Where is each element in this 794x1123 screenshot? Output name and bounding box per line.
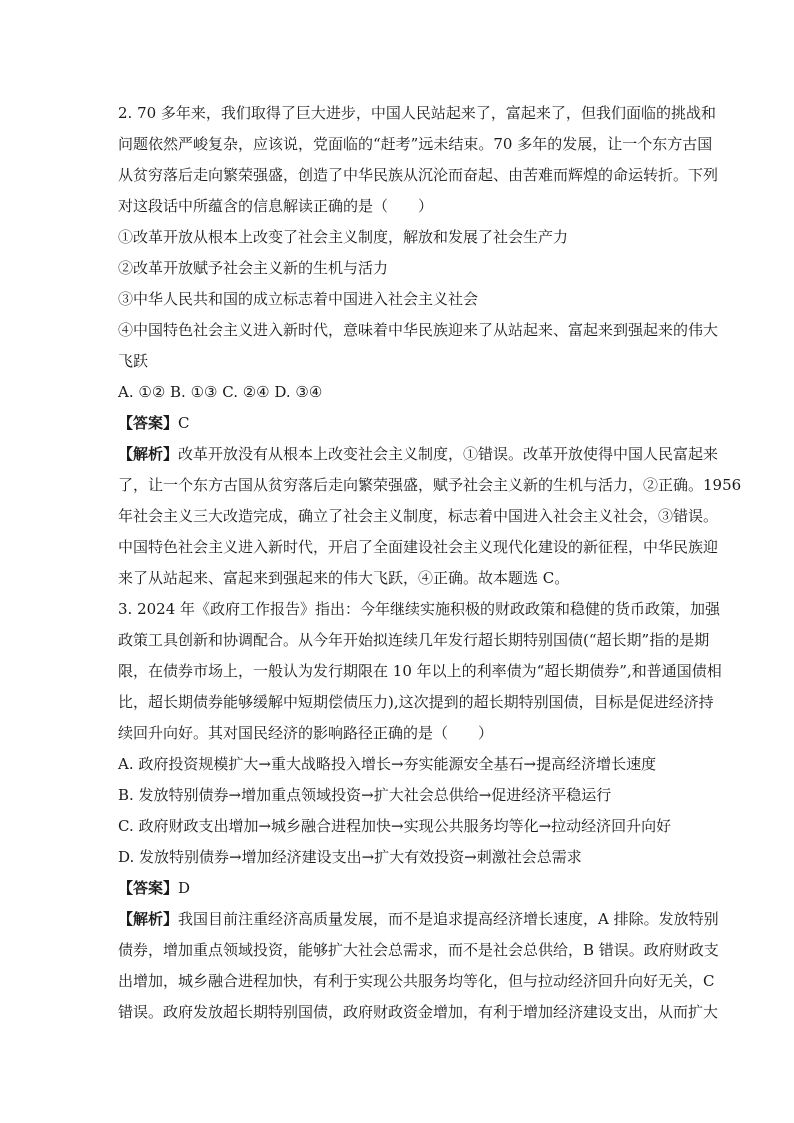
answer-tag: 【答案】: [118, 414, 179, 432]
q3-analysis-line: 错误。政府发放超长期特别国债，政府财政资金增加，有利于增加经济建设支出，从而扩大: [118, 1003, 719, 1021]
q2-item: ①改革开放从根本上改变了社会主义制度，解放和发展了社会生产力: [118, 228, 569, 246]
q2-options: A. ①② B. ①③ C. ②④ D. ③④: [118, 383, 323, 401]
analysis-tag: 【解析】: [118, 910, 179, 928]
q3-stem-line: 限，在债券市场上，一般认为发行期限在 10 年以上的利率债为“超长期债券”,和普通国债相: [118, 662, 722, 680]
q2-answer: [118, 408, 678, 439]
q2-item: 飞跃: [118, 352, 149, 370]
q3-option: A. 政府投资规模扩大→重大战略投入增长→夯实能源安全基石→提高经济增长速度: [118, 755, 657, 773]
q2-analysis-line: 来了从站起来、富起来到强起来的伟大飞跃，④正确。故本题选 C。: [118, 569, 570, 587]
q2-item: ④中国特色社会主义进入新时代，意味着中华民族迎来了从站起来、富起来到强起来的伟大: [118, 321, 719, 339]
q3-answer: [118, 873, 678, 904]
q2-stem-line: 对这段话中所蕴含的信息解读正确的是（ ）: [118, 197, 434, 215]
q3-analysis-line: 出增加，城乡融合进程加快，有利于实现公共服务均等化，但与拉动经济回升向好无关，C: [118, 972, 715, 990]
document-content: [118, 98, 742, 1028]
q3-option: C. 政府财政支出增加→城乡融合进程加快→实现公共服务均等化→拉动经济回升向好: [118, 817, 672, 835]
analysis-tag: 【解析】: [118, 445, 179, 463]
analysis-text: 我国目前注重经济高质量发展，而不是追求提高经济增长速度，A 排除。发放特别: [178, 910, 719, 928]
q2-stem-line: 问题依然严峻复杂，应该说，党面临的“赶考”远未结束。70 多年的发展，让一个东方古国: [118, 135, 713, 153]
q2-stem-line: 2. 70 多年来，我们取得了巨大进步，中国人民站起来了，富起来了，但我们面临的挑战和: [118, 104, 716, 122]
q3-analysis-line: [118, 904, 719, 935]
q3-option: D. 发放特别债券→增加经济建设支出→扩大有效投资→刺激社会总需求: [118, 848, 582, 866]
q2-analysis-line: 中国特色社会主义进入新时代，开启了全面建设社会主义现代化建设的新征程，中华民族迎: [118, 538, 719, 556]
q3-stem-line: 政策工具创新和协调配合。从今年开始拟连续几年发行超长期特别国债(“超长期”指的是期: [118, 631, 710, 649]
q3-stem-line: 3. 2024 年《政府工作报告》指出：今年继续实施积极的财政政策和稳健的货币政策，加强: [118, 600, 721, 618]
q2-item: ②改革开放赋予社会主义新的生机与活力: [118, 259, 389, 277]
q3-stem-line: 比，超长期债券能够缓解中短期偿债压力),这次提到的超长期特别国债，目标是促进经济持: [118, 693, 714, 711]
q2-analysis-line: 年社会主义三大改造完成，确立了社会主义制度，标志着中国进入社会主义社会，③错误。: [118, 507, 719, 525]
analysis-text: 改革开放没有从根本上改变社会主义制度，①错误。改革开放使得中国人民富起来: [178, 445, 719, 463]
answer-value: D: [178, 879, 191, 897]
answer-value: C: [178, 414, 190, 432]
q3-stem-line: 续回升向好。其对国民经济的影响路径正确的是（ ）: [118, 724, 494, 742]
q2-item: ③中华人民共和国的成立标志着中国进入社会主义社会: [118, 290, 479, 308]
q2-analysis-line: [118, 439, 719, 470]
q2-analysis-line: 了，让一个东方古国从贫穷落后走向繁荣强盛，赋予社会主义新的生机与活力，②正确。1956: [118, 476, 742, 494]
answer-tag: 【答案】: [118, 879, 179, 897]
q2-stem-line: 从贫穷落后走向繁荣强盛，创造了中华民族从沉沦而奋起、由苦难而辉煌的命运转折。下列: [118, 166, 719, 184]
q3-analysis-line: 债券，增加重点领域投资，能够扩大社会总需求，而不是社会总供给，B 错误。政府财政支: [118, 941, 719, 959]
q3-option: B. 发放特别债券→增加重点领域投资→扩大社会总供给→促进经济平稳运行: [118, 786, 612, 804]
